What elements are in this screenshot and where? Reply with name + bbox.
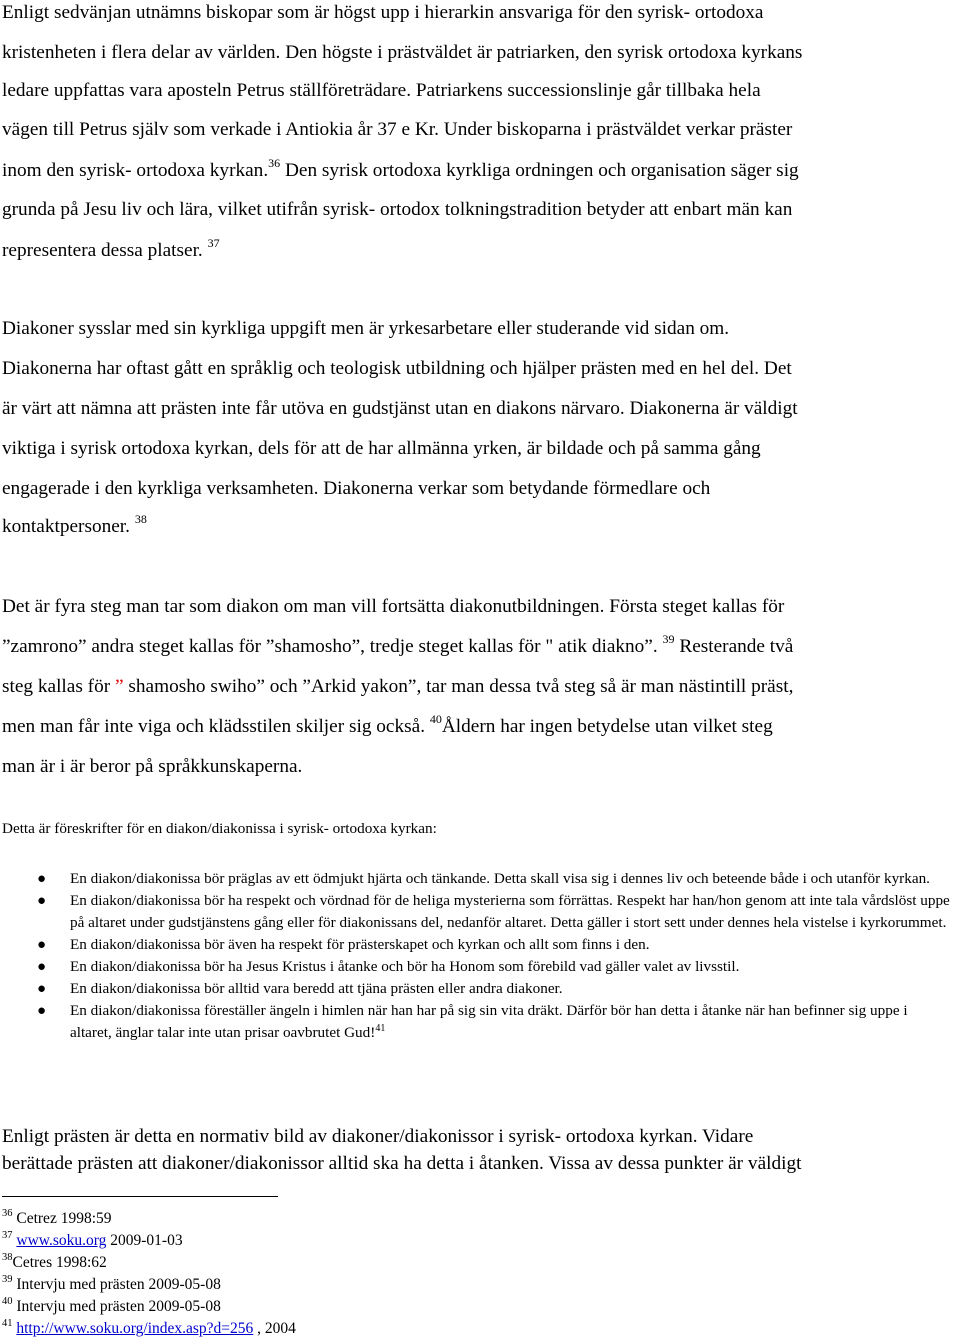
text-line — [2, 42, 956, 64]
footnote — [2, 1210, 112, 1228]
bullet-icon: ● — [37, 981, 47, 997]
text: engagerade i den kyrkliga verksamheten. Diakonerna verkar som betydande förmedlare och — [2, 478, 711, 499]
footnote-ref[interactable]: 41 — [375, 1023, 386, 1034]
text-line — [2, 712, 956, 738]
footnote-number: 41 — [2, 1318, 13, 1329]
list-item — [0, 1000, 950, 1046]
footnote-text: Cetres 1998:62 — [12, 1254, 107, 1271]
closing-line — [2, 1126, 753, 1148]
footnote — [2, 1254, 107, 1272]
text: steg kallas för — [2, 676, 115, 697]
text: En diakon/diakonissa bör alltid vara beredd att tjäna prästen eller andra diakoner. — [70, 980, 563, 997]
text: ”zamrono” andra steget kallas för ”shamosho”, tredje steget kallas för " atik diakno”. — [2, 636, 658, 657]
footnote-ref[interactable]: 40 — [429, 712, 442, 726]
rules-list — [0, 868, 960, 1046]
footnote — [2, 1298, 221, 1316]
footnote — [2, 1276, 221, 1294]
footnote-number: 36 — [2, 1208, 13, 1219]
text-line — [2, 478, 956, 500]
list-item — [0, 934, 950, 956]
text: Det är fyra steg man tar som diakon om man vill fortsätta diakonutbildningen. Första steget kallas för — [2, 596, 785, 617]
text: vägen till Petrus själv som verkade i Antiokia år 37 e Kr. Under biskoparna i prästväldet verkar präster — [2, 119, 793, 140]
red-quote-mark: ” — [114, 676, 124, 697]
footnote-ref[interactable]: 38 — [134, 512, 147, 526]
text: En diakon/diakonissa föreställer ängeln i himlen när han har på sig sin vita dräkt. Därför bör han detta i åtanke när han befinner sig uppe i altaret, änglar talar inte utan prisar oavbrutet Gud! — [70, 1002, 908, 1041]
text-line — [2, 2, 956, 24]
text: Åldern har ingen betydelse utan vilket steg — [441, 716, 773, 737]
list-item — [0, 978, 950, 1000]
text: En diakon/diakonissa bör präglas av ett ödmjukt hjärta och tänkande. Detta skall visa sig i dennes liv och beteende både i och utanför kyrkan. — [70, 870, 930, 887]
text: kontaktpersoner. — [2, 516, 130, 537]
text-line — [2, 156, 956, 182]
text-line — [2, 632, 956, 658]
text-line — [2, 318, 956, 340]
list-item — [0, 890, 950, 934]
text: ledare uppfattas vara aposteln Petrus ställföreträdare. Patriarkens successionslinje går tillbaka hela — [2, 80, 761, 101]
footnote-text: , 2004 — [253, 1320, 296, 1337]
text: Diakoner sysslar med sin kyrkliga uppgift men är yrkesarbetare eller studerande vid sidan om. — [2, 318, 730, 339]
text-line — [2, 80, 956, 102]
closing-line — [2, 1153, 801, 1175]
rules-intro — [2, 820, 956, 838]
footnote-link[interactable]: www.soku.org — [16, 1232, 107, 1249]
bullet-icon: ● — [37, 871, 47, 887]
footnote-ref[interactable]: 37 — [207, 236, 220, 250]
footnote-text: 2009-01-03 — [106, 1232, 183, 1249]
footnote-text: Intervju med prästen 2009-05-08 — [12, 1298, 221, 1315]
text-line — [2, 119, 956, 141]
text-line — [2, 438, 956, 460]
text: Detta är föreskrifter för en diakon/diakonissa i syrisk- ortodoxa kyrkan: — [2, 820, 437, 837]
footnote-number: 40 — [2, 1296, 13, 1307]
text-line — [2, 756, 956, 778]
text: grunda på Jesu liv och lära, vilket utifrån syrisk- ortodox tolkningstradition betyder att enbart män kan — [2, 199, 793, 220]
text: Enligt sedvänjan utnämns biskopar som är högst upp i hierarkin ansvariga för den syrisk- ortodoxa — [2, 2, 764, 23]
list-item — [0, 956, 950, 978]
text-line — [2, 512, 956, 538]
footnote-number: 39 — [2, 1274, 13, 1285]
bullet-icon: ● — [37, 959, 47, 975]
text: representera dessa platser. — [2, 240, 203, 261]
footnote — [2, 1320, 296, 1338]
bullet-icon: ● — [37, 1003, 47, 1019]
bullet-icon: ● — [37, 937, 47, 953]
text: En diakon/diakonissa bör även ha respekt för prästerskapet och kyrkan och allt som finns i den. — [70, 936, 650, 953]
text-line — [2, 236, 956, 262]
text: Resterande två — [674, 636, 794, 657]
text-line — [2, 199, 956, 221]
text: shamosho swiho” och ”Arkid yakon”, tar man dessa två steg så är man nästintill präst, — [123, 676, 794, 697]
text: Diakonerna har oftast gått en språklig och teologisk utbildning och hjälper prästen med en hel del. Det — [2, 358, 792, 379]
text-line — [2, 676, 956, 698]
text: Enligt prästen är detta en normativ bild av diakoner/diakonissor i syrisk- ortodoxa kyrkan. Vidare — [2, 1126, 754, 1147]
text: berättade prästen att diakoner/diakonissor alltid ska ha detta i åtanken. Vissa av dessa punkter är väldigt — [2, 1153, 802, 1174]
footnote-text: Cetrez 1998:59 — [12, 1210, 112, 1227]
text-line — [2, 596, 956, 618]
text: man är i är beror på språkkunskaperna. — [2, 756, 303, 777]
footnote-link[interactable]: http://www.soku.org/index.asp?d=256 — [16, 1320, 254, 1337]
footnote-number: 37 — [2, 1230, 13, 1241]
text: viktiga i syrisk ortodoxa kyrkan, dels för att de har allmänna yrken, är bildade och på samma gång — [2, 438, 761, 459]
footnote-separator — [2, 1196, 278, 1197]
text: En diakon/diakonissa bör ha Jesus Kristus i åtanke och bör ha Honom som förebild vad gäller valet av livsstil. — [70, 958, 740, 975]
footnote — [2, 1232, 183, 1250]
list-item — [0, 868, 950, 890]
text: är värt att nämna att prästen inte får utöva en gudstjänst utan en diakons närvaro. Diakonerna är väldigt — [2, 398, 798, 419]
text-line — [2, 398, 956, 420]
text: inom den syrisk- ortodoxa kyrkan. — [2, 160, 269, 181]
footnote-ref[interactable]: 36 — [268, 156, 281, 170]
text: Den syrisk ortodoxa kyrkliga ordningen och organisation säger sig — [280, 160, 799, 181]
text: men man får inte viga och klädsstilen skiljer sig också. — [2, 716, 426, 737]
text-line — [2, 358, 956, 380]
text: En diakon/diakonissa bör ha respekt och vördnad för de heliga mysterierna som förrättas. Respekt har han/hon genom att inte tala vårdslöst uppe på altaret under gudstjänstens gång eller för diakonissans del, nedanför altaret. Detta gäller i stort sett under dennes hela vistelse i kyrkorummet. — [70, 892, 950, 931]
bullet-icon: ● — [37, 893, 47, 909]
footnote-text: Intervju med prästen 2009-05-08 — [12, 1276, 221, 1293]
footnote-number: 38 — [2, 1252, 13, 1263]
text: kristenheten i flera delar av världen. Den högste i prästväldet är patriarken, den syrisk ortodoxa kyrkans — [2, 42, 803, 63]
footnote-ref[interactable]: 39 — [662, 632, 675, 646]
